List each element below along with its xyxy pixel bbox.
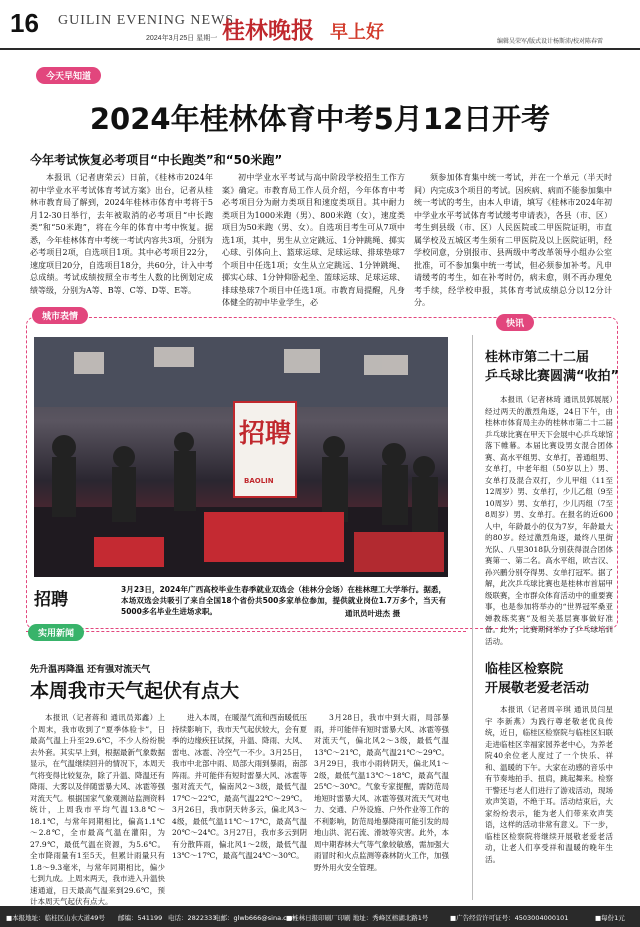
column-divider: [472, 335, 473, 900]
table-tennis-headline-line2: 乒乓球比赛圆满“收拍”: [485, 369, 620, 384]
table-tennis-headline-line1: 桂林市第二十二届: [485, 350, 590, 365]
page-number: 16: [10, 8, 39, 38]
procuratorate-headline: [485, 660, 589, 698]
newspaper-logo: 桂林晚报: [222, 17, 314, 44]
main-story-column-2: 初中学业水平考试与高中阶段学校招生工作方案》确定。市教育局工作人员介绍，今年体育中考必考项目分为耐力类项目和速度类项目。其中耐力类项目为1000米跑（男）、800米跑（女），速度类项目为50米跑（男、女）。自选项目考生可从7项中选1项，其中，男生从立定跳远、1分钟跳绳、掷实心球、引体向上、篮球运球、足球运球、排球垫球7个项目中任选1项；女生从立定跳远、1分钟跳绳、掷实心球、1分钟仰卧起坐、篮球运球、足球运球、排球垫球7个项目中任选1项。市教育局提醒，凡身体健全的初中毕业学生，必: [222, 173, 405, 307]
section-tag-kuaixun: 快讯: [496, 314, 534, 331]
footer-phone: 电话：2822333: [168, 914, 217, 922]
footer-price: ■每份1元: [595, 914, 625, 922]
footer-postcode: 邮编：541199: [118, 914, 163, 922]
photo-caption: 3月23日，2024年广西高校毕业生春季就业双选会（桂林分会场）在桂林理工大学举行。据悉，本场双选会共吸引了来自全国18个省份共500多家单位参加，提供就业岗位1.7万多个，当天有5000多名毕业生进场求职。: [121, 585, 446, 616]
job-fair-photo: [34, 337, 448, 577]
weather-column-1: 本报讯（记者蒋和 通讯员郑鑫）上个周末，我市收到了“夏季体验卡”，日最高气温上升至29.6℃，不少人纷纷脱去外套。其实早上到，根据最新气象数据显示，在气温继续回升的情况下，本周天气将变得比较复杂，除了升温、降温还有降雨、大雾以及伴随雷暴大风、冰雹等强对流天气。根据国家气象观测站监测资料统计，上周我市平均气温13.8℃～18.1℃，与常年同期相比，偏高1.1℃～2.8℃，全市最高气温在灌阳，为27.9℃，最低气温在资源，为5.6℃。全市降雨量有1至5天，但累计雨量只有1.8～9.3毫米，与常年同期相比，偏少七到九成。上周末两天，我市进入升温快速通道，日天最高气温来到29.6℃，预计本周天气起伏有点大。: [30, 713, 165, 906]
main-headline: 2024年桂林体育中考5月12日开考: [89, 102, 551, 136]
section-tag-city: 城市表情: [32, 307, 88, 324]
masthead: [0, 0, 640, 50]
photo-sign-small-text: BAOLIN: [244, 477, 274, 485]
footer-address: ■本报地址：临桂区山水大道49号: [6, 914, 105, 922]
procuratorate-headline-line1: 临桂区检察院: [485, 662, 564, 677]
procuratorate-body: 本报讯（记者周辛琪 通讯员闫星宇 李新燕）为践行尊老敬老优良传统，近日，临桂区检察院与临桂区妇联走进临桂区幸福家园养老中心，为养老院40余位老人度过了一个快乐、祥和、温暖的下午。大家在动感的音乐中有节奏地拍手、扭肩，跳起舞来。检察干警还与老人们进行了游戏活动，现场欢声笑语，不绝于耳。活动结束后，大家纷纷表示，能为老人们带来欢声笑语，这样的活动非常有意义。下一步，临桂区检察院将继续开展敬老爱老活动，让老人们享受祥和温暖的晚年生活。: [485, 705, 613, 864]
newspaper-english-title: GUILIN EVENING NEWS: [58, 13, 235, 28]
footer-bar: [0, 906, 640, 927]
table-tennis-body: 本报讯（记者林琦 通讯员郭展展）经过两天的激烈角逐，24日下午，由桂林市体育局主办的桂林市第二十二届乒乓球比赛在甲天下会展中心乒乓球馆落下帷幕。本届比赛设男女混合团体赛、高水平组男、女单打，普通组男、女单打，中老年组（50岁以上）男、女单打及混合双打，少儿甲组（11至12周岁）男、女单打，少儿乙组（9至10周岁）男、女单打，少儿丙组（7至8周岁）男、女单打。在报名的近600人中，年龄最小的仅为7岁，年龄最大的80岁。经过激烈角逐，最终八里街光队、八里3018队分别获得混合团体赛第一、第二名。高水平组，欧吉汉、孙兴鹏分别夺得男、女单打冠军。据了解，此次乒乓球比赛也是桂林市首届甲级联赛，全市群众体育活动中的重要赛事，也是参加将举办的“世界冠军桑亚婵教练奖赛”及相关基层赛事做好准备。此外，比赛期间举办了乒乓球培训活动。: [485, 395, 613, 646]
main-subhead: 今年考试恢复必考项目“中长跑类”和“50米跑”: [30, 153, 283, 167]
section-tag-weather: 实用新闻: [28, 624, 84, 641]
issue-date: 2024年3月25日 星期一: [146, 35, 218, 42]
footer-email: 电邮：glwb666@sina.com: [214, 914, 298, 922]
weather-column-2: 进入本周，在暖湿气流和西南暖低压持续影响下，我市天气起伏较大，会有夏季的边缘疾狂试探，升温、降雨、大风、雷电、冰雹、冷空气一不少。3月25日，我市中北部中雨、局部大雨到暴雨，南部阵雨。并可能伴有短时雷暴大风、冰雹等强对流天气，偏南风2～3级，最低气温17℃～22℃，最高气温22℃～29℃。3月26日，我市阴天转多云，偏北风3～4级，最低气温11℃～17℃，最高气温20℃～24℃。3月27日，我市多云到阴有分散阵雨，偏北风1～2级，最低气温13℃～17℃，最高气温24℃～30℃。: [172, 713, 307, 860]
weather-headline: 本周我市天气起伏有点大: [30, 680, 240, 702]
procuratorate-headline-line2: 开展敬老爱老活动: [485, 681, 590, 696]
photo-title: 招聘: [34, 590, 68, 610]
section-name: 早上好: [330, 22, 384, 43]
weather-subhead: 先升温再降温 还有强对流天气: [30, 665, 151, 675]
weather-column-3: 3月28日，我市中到大雨，局部暴雨，并可能伴有短时雷暴大风、冰雹等强对流天气，偏北风2～3级，最低气温13℃～21℃，最高气温21℃～29℃。3月29日，我市小雨转阴天，偏北风1～2级，最低气温13℃～18℃，最高气温25℃～30℃。气象专家提醒，需防范局地短时雷暴大风、冰雹等强对流天气对电力、交通、户外设施、户外作业等工作的不利影响，防范局地暴降雨可能引发的局地山洪、泥石流、滑坡等灾害。此外，本周中期春林大气等气象较敏感，需加强大雨冒时和火点监测等森林防火工作，加强野外用火安全管理。: [314, 713, 449, 872]
section-tag-today: 今天早知道: [36, 67, 101, 84]
photo-credit: 通讯员叶进杰 摄: [345, 609, 401, 618]
main-story-column-3: 须参加体育集中统一考试，并在一个单元（半天时间）内完成3个项目的考试。因疾病、病而不能参加集中统一考试的考生，由本人申请，填写《桂林市2024年初中学业水平考试体育考试缓考申请表》，各县（市、区）考生到县级（市、区）人民医院或二甲医院证明，市直属学校及五城区考生须有二甲医院及以上医院证明，经学校同意，分别报市、县两级中考改革领导小组办公室批准，可不参加集中统一考试，但必须参加补考。凡申请缓考的考生，如在补考时仍，病未愈，则不再办理免考手续，经学校申报，其体育考试成绩总分以12分计分。: [414, 173, 612, 307]
editor-credits: 编辑吴荣军/版式设计杨斯沛/校对陈春雷: [497, 38, 604, 45]
weather-section-divider: [26, 631, 466, 636]
table-tennis-headline: [485, 348, 619, 386]
job-fair-photo-illustration: [34, 337, 448, 577]
photo-sign-text: 招聘: [239, 419, 292, 449]
footer-license: ■广告经营许可证号：4503004000101: [450, 914, 569, 922]
main-story-column-1: 本报讯（记者唐荣云）日前，《桂林市2024年初中学业水平考试体育考试方案》出台，记者从桂林市教育局了解到，2024年桂林市体育中考将于5月12-30日举行，去年被取消的必考项目“中长跑类”和“50米跑”，将在今年的体育中考中恢复。据悉，今年桂林体育中考统一考试内容共3项，分别为必考项目2项，自选项目1项。其中必考项目22分，速度项目20分，自选项目18分，共60分，计入中考总成绩。考试成绩按照全市考生人数的比例划定成绩等级，分别为A等、B等、C等、D等、E等。: [30, 173, 213, 295]
footer-printer: ■桂林日报印刷厂印刷 地址：秀峰区榕湖北路1号: [286, 914, 429, 922]
